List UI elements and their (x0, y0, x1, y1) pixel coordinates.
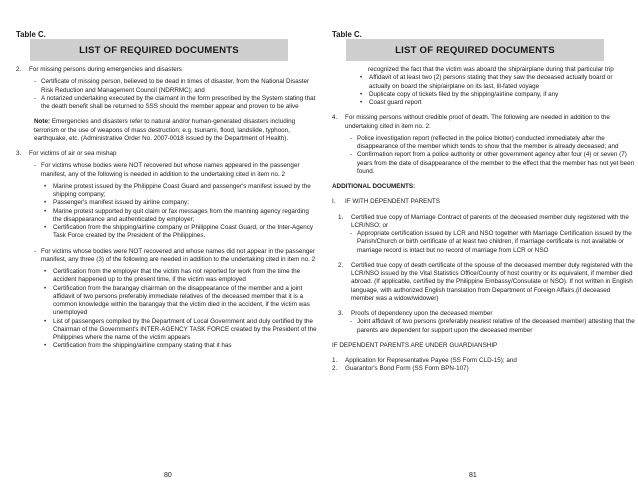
item-number: 2. (332, 365, 338, 373)
dash-marker: - (34, 162, 37, 170)
dot-marker: • (44, 268, 47, 275)
dash-marker: - (350, 318, 353, 326)
item-3 (16, 150, 319, 158)
table-label: Table C. (332, 30, 362, 39)
dot-marker: • (360, 74, 363, 82)
sub-item-text: For victims whose bodies were NOT recovered but whose names appeared in the passenger manifest, any of the following is needed in addition to the undertaking cited in item no. 2 (41, 162, 300, 178)
bullet-item (332, 74, 635, 91)
bullet-item (332, 230, 635, 255)
bullet-text: Certification from the barangay chairman on the disappearance of the member and a joint affidavit of two persons preferably immediate relatives of the deceased member that it is a common knowledge within the barangay that the victim died in the accident, if the victim was unemployed (53, 284, 310, 317)
page-number: 81 (469, 472, 477, 479)
item-number: 4. (332, 114, 338, 122)
left-content (16, 66, 319, 351)
bullet-item (332, 151, 635, 176)
bullet-item (16, 199, 319, 207)
dot-marker: • (44, 207, 47, 215)
dash-marker: - (34, 78, 37, 86)
additional-documents-heading: ADDITIONAL DOCUMENTS: (332, 183, 416, 190)
bullet-item (16, 285, 319, 318)
item-number: 3. (16, 150, 22, 157)
guardianship-item (332, 365, 635, 373)
bullet-text: Appropriate certification issued by LCR and NSO together with Marriage Certification issued by the Parish/Church or birth certificate of at least two children, if marriage certificate is not available or marriage record is intact but no record of marriage from LCR or NSO (357, 230, 632, 254)
bullet-text: Police investigation report (reflected in the police blotter) conducted immediately after the disappearance of the member which tends to show that the member is already deceased; and (357, 134, 619, 150)
item-number: 2. (16, 66, 22, 73)
item-text: Proofs of dependency upon the deceased member (351, 310, 493, 317)
dash-marker: - (34, 247, 37, 255)
bullet-text: Marine protest issued by the Philippine Coast Guard and passenger's manifest issued by the shipping company; (53, 182, 311, 198)
bullet-item (16, 78, 319, 95)
sub-item-text: For victims whose bodies were NOT recovered and whose names did not appear in the passenger manifest, any three (3) of the following are needed in addition to the undertaking cited in item no. 2 (41, 247, 316, 263)
bullet-text: Certificate of missing person, believed to be dead in times of disaster, from the National Disaster Risk Reduction and Management Council (NDRRMC); and (41, 78, 310, 94)
bullet-item (16, 342, 319, 350)
bullet-item (332, 99, 635, 107)
dot-marker: • (44, 284, 47, 292)
section-item (332, 310, 635, 318)
bullet-item (332, 318, 635, 335)
bullet-item (16, 95, 319, 112)
item-number: 1. (338, 213, 344, 221)
page-number: 80 (164, 472, 172, 479)
table-label: Table C. (16, 30, 46, 39)
bullet-text: Affidavit of at least two (2) persons stating that they saw the deceased actually board or actually on board the ship/airplane on its last, ill-fated voyage (369, 74, 613, 90)
bullet-text: List of passengers compiled by the Department of Local Government and duly certified by the Chairman of the Government's INTER-AGENCY TASK FORCE created by the President of the Philippines where the name of the victim appears (53, 317, 317, 341)
dash-marker: - (34, 94, 37, 102)
item-text: Certified true copy of Marriage Contract of parents of the deceased member duly registered with the LCR/NSO; or (351, 213, 629, 229)
item-title: For missing persons without credible proof of death. The following are needed in addition to the undertaking cited in item no. 2: (345, 114, 610, 130)
note-label: Note: (34, 118, 51, 126)
bullet-text: Coast guard report (369, 99, 422, 106)
left-page (16, 0, 319, 493)
section-item (332, 262, 635, 303)
dash-marker: - (350, 134, 353, 142)
bullet-text: A notarized undertaking executed by the claimant in the form prescribed by the System stating that the death benefit shall be returned to SSS should the member appear and proven to be alive (41, 94, 316, 110)
bullet-text: Duplicate copy of tickets filed by the shipping/airline company, if any (369, 90, 559, 98)
dash-marker: - (350, 230, 353, 237)
bullet-text: Joint affidavit of two persons (preferably nearest relative of the deceased member) attesting that the parents are dependent for support upon the deceased member (357, 318, 635, 334)
section-item (332, 214, 635, 231)
continued-text: recognized the fact that the victim was aboard the ship/airplane during that particular trip (368, 66, 614, 73)
section-1 (332, 198, 635, 206)
item-number: 1. (332, 357, 338, 364)
section-number: I. (332, 198, 336, 206)
right-content (332, 66, 635, 374)
bullet-text: Certification from the shipping/airline company stating that it has (53, 342, 232, 350)
section-title: IF WITH DEPENDENT PARENTS (345, 198, 440, 206)
dash-marker: - (350, 151, 353, 159)
bullet-text: Passenger's manifest issued by airline company; (53, 199, 189, 207)
sub-item-a (16, 162, 319, 179)
bullet-item (332, 91, 635, 99)
note-text: Emergencies and disasters refer to natural and/or human-generated disasters including terrorism or the use of weapons of mass destruction; e.g. tsunami, flood, landslide, typhoon, earthquake, etc. (Administrative Order No. 2007-0018 issued by the Department of Health). (34, 118, 296, 142)
item-number: 3. (338, 310, 344, 317)
dot-marker: • (360, 90, 363, 98)
note-paragraph (16, 118, 319, 143)
item-text: Certified true copy of death certificate of the spouse of the deceased member duly registered with the LCR/NSO issued by the Vital Statistics Office/County of host country or its equivalent, if member died abroad. (If applicable, certified by the Philippine Embassy/Consulate or NSO). If not written in English language, with authorized English translation from Department of Foreign Affairs.(if deceased member was a widow/widower) (351, 261, 633, 302)
bullet-item (16, 318, 319, 343)
dot-marker: • (44, 199, 47, 207)
item-title: For victims of air or sea mishap (29, 150, 117, 157)
guardianship-item (332, 357, 635, 365)
item-4 (332, 114, 635, 131)
bullet-text: Marine protest supported by quit claim or fax messages from the manning agency regarding the disappearance and authenticated by employer; (53, 207, 309, 223)
bullet-item (16, 183, 319, 200)
item-number: 2. (338, 261, 344, 269)
bullet-item (16, 224, 319, 241)
item-title: For missing persons during emergencies and disasters (29, 66, 182, 73)
required-documents-header: LIST OF REQUIRED DOCUMENTS (346, 39, 604, 61)
bullet-text: Certification from the employer that the victim has not reported for work from the time the accident happened up to the present time, if the victim was employed (53, 268, 301, 284)
guardianship-heading: IF DEPENDENT PARENTS ARE UNDER GUARDIANSHIP (332, 341, 498, 349)
required-documents-header: LIST OF REQUIRED DOCUMENTS (30, 39, 288, 61)
dot-marker: • (44, 182, 47, 190)
bullet-text: Certification from the shipping/airline company or Philippine Coast Guard, or the Inter-Agency Task Force created by the President of the Philippines. (53, 224, 314, 240)
bullet-item (332, 135, 635, 152)
sub-item-b (16, 248, 319, 265)
dot-marker: • (44, 224, 47, 231)
item-2 (16, 66, 319, 74)
item-text: Application for Representative Payee (SS Form CLD-15); and (345, 357, 517, 364)
dot-marker: • (360, 99, 363, 106)
right-page (332, 0, 635, 493)
bullet-item (16, 268, 319, 285)
dot-marker: • (44, 342, 47, 350)
bullet-text: Confirmation report from a police authority or other government agency after four (4) or seven (7) years from the date of disappearance of the member to the effect that the member has not yet been found. (357, 151, 635, 175)
bullet-item (16, 208, 319, 225)
dot-marker: • (44, 317, 47, 325)
item-text: Guarantor's Bond Form (SS Form BPN-107) (345, 365, 469, 373)
